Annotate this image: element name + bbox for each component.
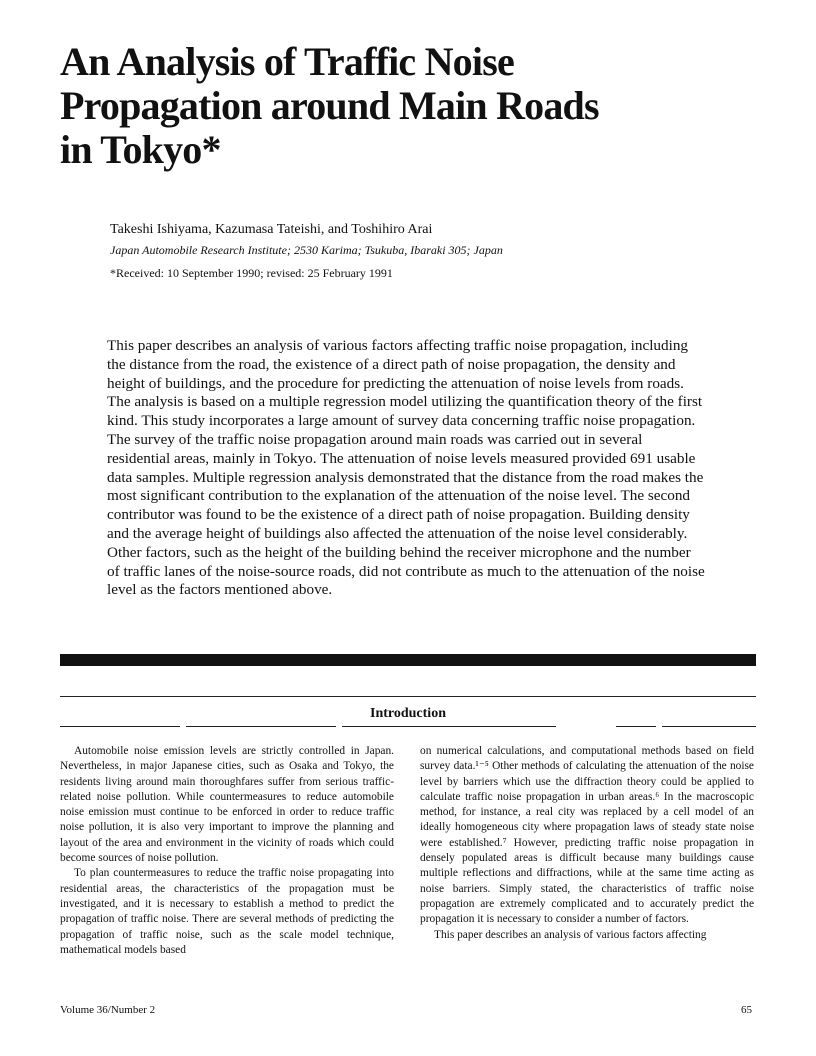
abstract: This paper describes an analysis of various factors affecting traffic noise propagation, including the distance from the road, the existence of a direct path of noise propagation, the density and height of buildings, and the procedure for predicting the attenuation of noise levels from roads. The analysis is based on a multiple regression model utilizing the quantification theory of the first kind. This study incorporates a large amount of survey data concerning traffic noise propagation. The survey of the traffic noise propagation around main roads was carried out in several residential areas, mainly in Tokyo. The attenuation of noise levels measured provided 691 usable data samples. Multiple regression analysis demonstrated that the distance from the road makes the most significant contribution to the explanation of the attenuation of the noise level. The second contributor was found to be the existence of a direct path of noise propagation. Building density and the average height of buildings also affected the attenuation of the noise level considerably. Other factors, such as the height of the building behind the receiver microphone and the number of traffic lanes of the noise-source roads, did not contribute as much to the attenuation of the noise level as the factors mentioned above. xyxy=(107,337,705,599)
affiliation: Japan Automobile Research Institute; 2530 Karima; Tsukuba, Ibaraki 305; Japan xyxy=(110,243,503,257)
paper-title xyxy=(60,40,760,172)
left-column xyxy=(60,744,394,958)
received-date: *Received: 10 September 1990; revised: 25 February 1991 xyxy=(110,266,393,280)
title-line: An Analysis of Traffic Noise xyxy=(60,39,514,84)
heading-rule xyxy=(186,726,336,727)
journal-volume: Volume 36/Number 2 xyxy=(60,1004,156,1016)
right-column xyxy=(420,744,754,943)
body-paragraph: This paper describes an analysis of various factors affecting xyxy=(434,928,707,941)
title-line: in Tokyo* xyxy=(60,127,221,172)
section-divider-thick xyxy=(60,654,756,666)
body-paragraph: To plan countermeasures to reduce the traffic noise propagating into residential areas, the characteristics of the propagation must be investigated, and it is necessary to establish a method to predict the propagation of traffic noise. There are several methods of predicting the propagation of traffic noise, such as the scale model technique, mathematical models based xyxy=(60,867,394,956)
title-line: Propagation around Main Roads xyxy=(60,83,599,128)
heading-rule xyxy=(616,726,656,727)
body-paragraph: Automobile noise emission levels are strictly controlled in Japan. Nevertheless, in major Japanese cities, such as Osaka and Tokyo, the residents living around main thoroughfares suffer from serious traffic-related noise pollution. While countermeasures to reduce automobile noise emission must continue to be enforced in order to reduce traffic noise pollution, it is also very important to improve the planning and layout of the area and environment in the vicinity of roads which could become sources of noise pollution. xyxy=(60,745,394,865)
body-paragraph: on numerical calculations, and computational methods based on field survey data.¹⁻⁵ Other methods of calculating the attenuation of the noise level by barriers which use the diffraction theory could be applied to calculate traffic noise propagation in urban areas.⁶ In the macroscopic method, for instance, a real city was replaced by a cell model of an ideally homogeneous city where propagation laws of steady state noise were established.⁷ However, predicting traffic noise propagation in densely populated areas is difficult because many buildings cause multiple reflections and diffractions, while at the same time acting as noise barriers. Simply stated, the characteristics of traffic noise propagation are extremely complicated and to accurately predict the propagation it is necessary to consider a number of factors. xyxy=(420,745,754,926)
section-heading: Introduction xyxy=(370,706,446,721)
author-list: Takeshi Ishiyama, Kazumasa Tateishi, and Toshihiro Arai xyxy=(110,222,433,237)
heading-rule xyxy=(60,726,180,727)
page-number: 65 xyxy=(741,1004,752,1016)
heading-rule xyxy=(662,726,756,727)
section-divider-thin xyxy=(60,696,756,697)
heading-rule xyxy=(342,726,556,727)
